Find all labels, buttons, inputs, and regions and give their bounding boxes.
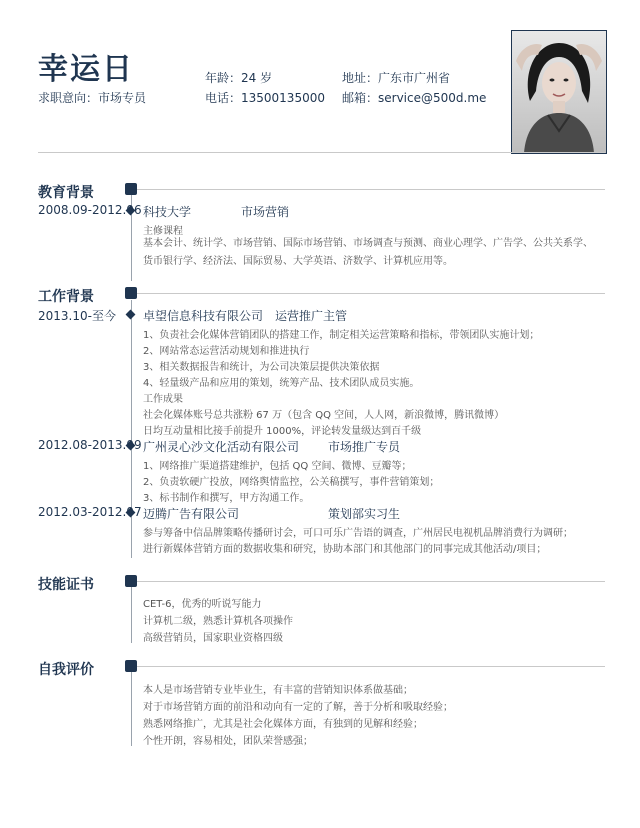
section-marker <box>125 660 137 672</box>
job-date: 2012.08-2013.09 <box>38 438 142 452</box>
job-duty: 4、轻量级产品和应用的策划，统筹产品、技术团队成员实施。 <box>143 378 420 389</box>
job-duty: 1、负责社会化媒体营销团队的搭建工作，制定相关运营策略和指标，带领团队实施计划； <box>143 330 540 341</box>
section-marker <box>125 575 137 587</box>
skill-item: CET-6，优秀的听说写能力 <box>143 599 262 610</box>
candidate-name: 幸运日 <box>38 52 134 87</box>
portrait-image <box>512 31 606 153</box>
company-name: 卓望信息科技有限公司 <box>143 309 264 323</box>
job-role: 运营推广主管 <box>275 309 348 323</box>
self-eval-item: 本人是市场营销专业毕业生，有丰富的营销知识体系做基础； <box>143 685 413 696</box>
header-divider <box>38 152 605 153</box>
major-name: 市场营销 <box>241 205 290 219</box>
age-field: 年龄：24 岁 <box>205 71 273 85</box>
timeline-line <box>131 300 132 558</box>
address-field: 地址：广东市广州省 <box>342 71 451 85</box>
phone-field: 电话：13500135000 <box>205 91 325 105</box>
job-date: 2013.10-至今 <box>38 309 116 323</box>
job-duty: 2、网站常态运营活动规划和推进执行 <box>143 346 310 357</box>
section-divider <box>131 581 605 582</box>
job-duty: 参与筹备中信品牌策略传播研讨会，可口可乐广告语的调查，广州居民电视机品牌消费行为调研； <box>143 528 573 539</box>
job-duty: 3、相关数据报告和统计，为公司决策层提供决策依据 <box>143 362 380 373</box>
timeline-line <box>131 672 132 746</box>
timeline-line <box>131 587 132 643</box>
job-achievement-label: 工作成果 <box>143 394 183 405</box>
company-name: 迈腾广告有限公司 <box>143 507 240 521</box>
courses-list: 基本会计、统计学、市场营销、国际市场营销、市场调查与预测、商业心理学、广告学、公共关系学、货币银行学、经济法、国际贸易、大学英语、济数学、计算机应用等。 <box>143 238 593 267</box>
section-divider <box>131 189 605 190</box>
email-field: 邮箱：service@500d.me <box>342 91 487 105</box>
self-eval-item: 熟悉网络推广，尤其是社会化媒体方面，有独到的见解和经验； <box>143 719 423 730</box>
job-date: 2012.03-2012.07 <box>38 505 142 519</box>
section-marker <box>125 183 137 195</box>
self-eval-item: 个性开朗，容易相处，团队荣誉感强； <box>143 736 313 747</box>
self-eval-item: 对于市场营销方面的前沿和动向有一定的了解，善于分析和吸取经验； <box>143 702 453 713</box>
section-divider <box>131 666 605 667</box>
school-name: 科技大学 <box>143 205 192 219</box>
courses-label: 主修课程 <box>143 226 183 237</box>
job-duty: 1、网络推广渠道搭建维护，包括 QQ 空间、微博、豆瓣等； <box>143 461 412 472</box>
job-role: 市场推广专员 <box>328 440 401 454</box>
job-role: 策划部实习生 <box>328 507 401 521</box>
skill-item: 计算机二级，熟悉计算机各项操作 <box>143 616 293 627</box>
job-achievement: 社会化媒体账号总共涨粉 67 万（包含 QQ 空间，人人网，新浪微博，腾讯微博） <box>143 410 505 421</box>
job-achievement: 日均互动量相比接手前提升 1000%，评论转发量级达到百千级 <box>143 426 422 437</box>
section-divider <box>131 293 605 294</box>
job-objective: 求职意向：市场专员 <box>38 91 147 105</box>
job-duty: 进行新媒体营销方面的数据收集和研究，协助本部门和其他部门的同事完成其他活动/项目； <box>143 544 547 555</box>
skill-item: 高级营销员，国家职业资格四级 <box>143 633 283 644</box>
education-date: 2008.09-2012.06 <box>38 203 142 217</box>
company-name: 广州灵心沙文化活动有限公司 <box>143 440 300 454</box>
section-title-self: 自我评价 <box>38 662 94 678</box>
job-duty: 2、负责软硬广投放，网络舆情监控，公关稿撰写，事件营销策划； <box>143 477 440 488</box>
section-marker <box>125 287 137 299</box>
entry-marker <box>126 310 136 320</box>
profile-photo <box>511 30 607 154</box>
section-title-skills: 技能证书 <box>38 577 94 593</box>
section-title-work: 工作背景 <box>38 289 94 305</box>
section-title-education: 教育背景 <box>38 185 94 201</box>
job-duty: 3、标书制作和撰写，甲方沟通工作。 <box>143 493 310 504</box>
